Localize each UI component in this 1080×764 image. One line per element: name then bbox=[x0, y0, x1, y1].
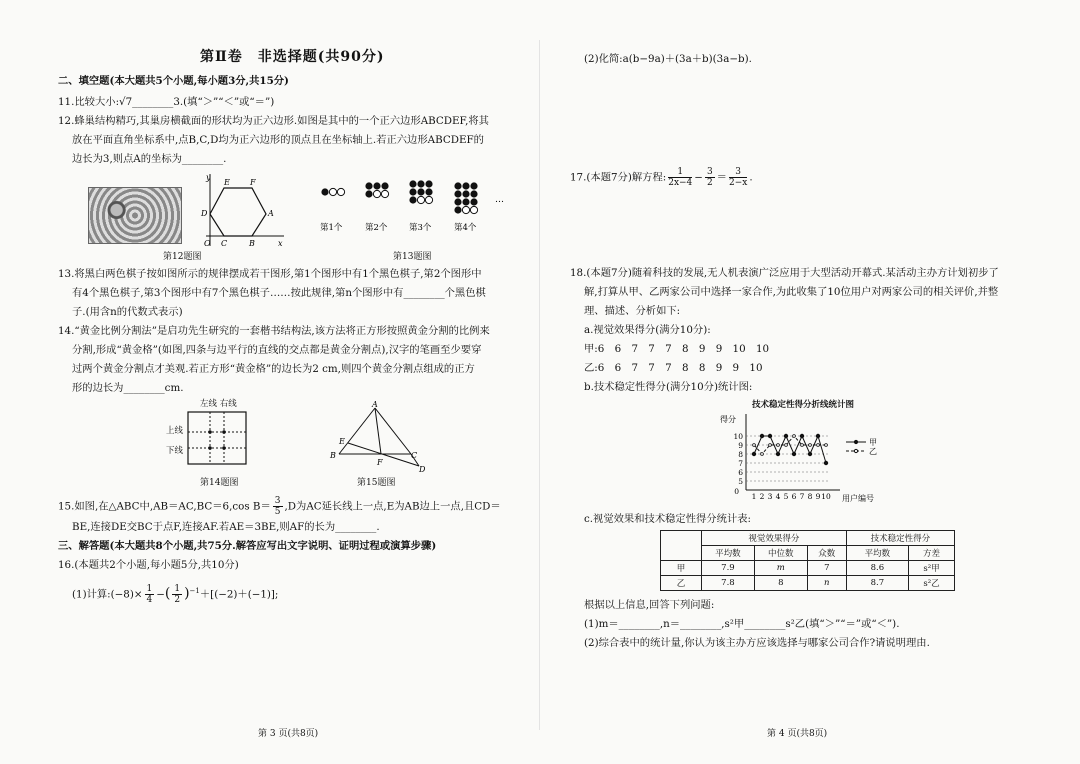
row-label: 乙 bbox=[661, 576, 702, 591]
q16-part1: (1)计算:(−8)× $\frac{1}{4}$ −( $\frac{1}{2}$ )$^{-1}$＋[(−2)＋(−1)]; bbox=[72, 584, 279, 605]
y-axis-label: 得分 bbox=[720, 415, 736, 424]
fig13-ellipsis: … bbox=[495, 195, 504, 205]
label-e: E bbox=[224, 178, 230, 187]
footer-page-3: 第 3 页(共8页) bbox=[258, 729, 319, 739]
page-4 bbox=[540, 0, 1080, 764]
q18-b: b.技术稳定性得分(满分10分)统计图: bbox=[584, 381, 753, 393]
data-point bbox=[785, 444, 788, 447]
pattern-3 bbox=[409, 180, 432, 203]
table-cell: 7.9 bbox=[702, 561, 755, 576]
q17-frac3 bbox=[729, 167, 747, 188]
q18-part2: (2)综合表中的统计量,你认为该主办方应该选择与哪家公司合作?请说明理由. bbox=[584, 637, 930, 649]
label-o: O bbox=[204, 239, 211, 248]
q16-1-frac2-num: 1 bbox=[174, 584, 181, 594]
q14-line4: 形的边长为________cm. bbox=[72, 382, 184, 394]
q12-line2: 放在平面直角坐标系中,点B,C,D均为正六边形的顶点且在坐标轴上.若正六边形ABCDEF的 bbox=[72, 134, 484, 146]
table-cell: 8 bbox=[754, 576, 807, 591]
jia-scores: 甲:6 6 7 7 7 8 9 9 10 10 bbox=[584, 343, 770, 355]
fig14-lower-label: 下线 bbox=[166, 446, 184, 456]
data-point bbox=[817, 444, 820, 447]
data-point bbox=[768, 434, 772, 438]
data-point bbox=[777, 444, 780, 447]
table-header-row bbox=[661, 546, 955, 561]
legend-marker bbox=[854, 440, 857, 443]
q16-1-text-c: ＋[(−2)＋(−1)]; bbox=[199, 588, 279, 601]
q16-1-frac2 bbox=[172, 584, 182, 605]
q17-period: . bbox=[749, 171, 753, 184]
section3-heading: 三、解答题(本大题共8个小题,共75分.解答应写出文字说明、证明过程或演算步骤) bbox=[58, 540, 437, 552]
label-c: C bbox=[221, 239, 228, 248]
data-point bbox=[824, 461, 828, 465]
q18-info: 根据以上信息,回答下列问题: bbox=[584, 599, 715, 611]
x-tick-label: 8 bbox=[807, 492, 813, 501]
x-tick-label: 4 bbox=[775, 492, 781, 501]
q18-line2: 解,打算从甲、乙两家公司中选择一家合作,为此收集了10位用户对两家公司的相关评价,并整 bbox=[584, 286, 999, 298]
table-cell: m bbox=[754, 561, 807, 576]
fig13-caption: 第13题图 bbox=[393, 252, 432, 262]
q16: 16.(本题共2个小题,每小题5分,共10分) bbox=[58, 559, 239, 571]
label-d: D bbox=[201, 209, 208, 218]
label-d: D bbox=[419, 465, 426, 474]
q15-frac bbox=[273, 496, 283, 517]
y-tick-label: 5 bbox=[738, 477, 743, 486]
table-cell: 8.7 bbox=[846, 576, 908, 591]
q16-1-frac1-den: 4 bbox=[146, 595, 153, 605]
q15-line2: BE,连接DE交BC于点F,连接AF.若AE＝3BE,则AF的长为________. bbox=[72, 521, 380, 533]
table-cell: 8.6 bbox=[846, 561, 908, 576]
fig13-item-1: 第1个 bbox=[320, 223, 343, 233]
stability-line-chart bbox=[710, 410, 910, 505]
footer-page-4: 第 4 页(共8页) bbox=[767, 729, 828, 739]
data-point bbox=[809, 444, 812, 447]
data-point bbox=[801, 444, 804, 447]
yi-scores: 乙:6 6 7 7 7 8 8 9 9 10 bbox=[584, 362, 763, 374]
x-tick-label: 9 bbox=[815, 492, 821, 501]
label-b: B bbox=[249, 239, 255, 248]
fig14-upper-label: 上线 bbox=[166, 426, 184, 436]
label-f: F bbox=[377, 458, 383, 467]
q18-line3: 理、描述、分析如下: bbox=[584, 305, 681, 317]
table-group1: 视觉效果得分 bbox=[702, 531, 847, 546]
label-b: B bbox=[330, 451, 336, 460]
label-y: y bbox=[206, 173, 211, 182]
q13-line3: 子.(用含n的代数式表示) bbox=[72, 306, 183, 318]
data-point bbox=[800, 434, 804, 438]
honeycomb-photo bbox=[88, 187, 182, 244]
table-cell: 7.8 bbox=[702, 576, 755, 591]
data-point bbox=[769, 444, 772, 447]
section2-heading: 二、填空题(本大题共5个小题,每小题3分,共15分) bbox=[58, 75, 289, 87]
label-e: E bbox=[339, 437, 345, 446]
q16-1-exponent: −1 bbox=[189, 587, 200, 596]
x-tick-label: 2 bbox=[759, 492, 765, 501]
row-label: 甲 bbox=[661, 561, 702, 576]
q14-line3: 过两个黄金分割点才美观.若正方形“黄金格”的边长为2 cm,则四个黄金分割点组成的正方 bbox=[72, 363, 475, 375]
table-header: 平均数 bbox=[846, 546, 908, 561]
q14-line1: 14.“黄金比例分割法”是启功先生研究的一套楷书结构法,该方法将正方形按照黄金分割的比例来 bbox=[58, 325, 490, 337]
q12-line1: 12.蜂巢结构精巧,其巢房横截面的形状均为正六边形.如图是其中的一个正六边形ABCDEF,将其 bbox=[58, 115, 489, 127]
q16-1-frac1-num: 1 bbox=[146, 584, 153, 594]
q16-1-frac1 bbox=[145, 584, 155, 605]
table-header: 方差 bbox=[909, 546, 955, 561]
data-point bbox=[816, 434, 820, 438]
legend-marker bbox=[854, 449, 857, 452]
fig14-caption: 第14题图 bbox=[200, 478, 239, 488]
q16-1-text-a: (1)计算:(−8)× bbox=[72, 588, 143, 601]
data-point bbox=[753, 444, 756, 447]
legend-label: 甲 bbox=[869, 438, 877, 447]
data-point bbox=[792, 452, 796, 456]
table-corner bbox=[661, 531, 702, 561]
fig15-triangle bbox=[325, 398, 435, 478]
y-tick-label: 0 bbox=[734, 487, 739, 496]
q17-frac2 bbox=[705, 167, 715, 188]
q18-a: a.视觉效果得分(满分10分): bbox=[584, 324, 711, 336]
q16-1-minus: − bbox=[156, 588, 165, 601]
fig15-caption: 第15题图 bbox=[357, 478, 396, 488]
x-tick-label: 7 bbox=[799, 492, 805, 501]
data-point bbox=[825, 444, 828, 447]
fig14-top-labels: 左线 右线 bbox=[200, 399, 237, 409]
data-point bbox=[752, 452, 756, 456]
data-point bbox=[776, 452, 780, 456]
y-tick-label: 7 bbox=[738, 459, 743, 468]
q17-frac3-den: 2−x bbox=[728, 178, 748, 188]
q15-line1 bbox=[58, 496, 501, 517]
y-tick-label: 10 bbox=[733, 432, 743, 441]
table-row bbox=[661, 576, 955, 591]
q15-text-b: ,D为AC延长线上一点,E为AB边上一点,且CD＝ bbox=[284, 500, 501, 513]
q11: 11.比较大小:√7________3.(填“＞”“＜”或“＝”) bbox=[58, 96, 275, 108]
table-header: 众数 bbox=[807, 546, 846, 561]
fig13-item-2: 第2个 bbox=[365, 223, 388, 233]
q17-frac2-den: 2 bbox=[706, 178, 713, 188]
q15-frac-den: 5 bbox=[274, 507, 281, 517]
y-tick-label: 6 bbox=[738, 468, 743, 477]
table-cell: s²乙 bbox=[909, 576, 955, 591]
fig14-golden-grid bbox=[186, 410, 250, 470]
q12-line3: 边长为3,则点A的坐标为________. bbox=[72, 153, 227, 165]
data-point bbox=[760, 434, 764, 438]
x-tick-label: 3 bbox=[767, 492, 773, 501]
data-point bbox=[761, 453, 764, 456]
table-cell: n bbox=[807, 576, 846, 591]
label-a: A bbox=[372, 400, 378, 409]
part-title: 第Ⅱ卷 非选择题(共90分) bbox=[200, 49, 385, 65]
q17-frac1 bbox=[668, 167, 692, 188]
x-axis-label: 用户编号 bbox=[842, 494, 874, 503]
x-tick-label: 6 bbox=[791, 492, 797, 501]
stats-table bbox=[660, 530, 955, 591]
table-header: 平均数 bbox=[702, 546, 755, 561]
q17-frac1-num: 1 bbox=[668, 167, 692, 178]
q17-equals: ＝ bbox=[716, 171, 727, 184]
x-tick-label: 5 bbox=[783, 492, 789, 501]
q16-1-frac2-den: 2 bbox=[174, 595, 181, 605]
q17 bbox=[570, 167, 753, 188]
q18-line1: 18.(本题7分)随着科技的发展,无人机表演广泛应用于大型活动开幕式.某活动主办方计划初步了 bbox=[570, 267, 999, 279]
q15-frac-num: 3 bbox=[274, 496, 281, 506]
x-tick-label: 10 bbox=[821, 492, 831, 501]
table-group2: 技术稳定性得分 bbox=[846, 531, 954, 546]
x-tick-label: 1 bbox=[751, 492, 757, 501]
q17-frac1-den: 2x−4 bbox=[668, 178, 693, 188]
pattern-1 bbox=[321, 188, 344, 195]
data-point bbox=[808, 452, 812, 456]
label-c: C bbox=[411, 451, 418, 460]
pattern-4 bbox=[454, 182, 477, 213]
q15-text-a: 15.如图,在△ABC中,AB＝AC,BC＝6,cos B＝ bbox=[58, 500, 271, 513]
q17-minus: − bbox=[694, 171, 703, 184]
table-group-row bbox=[661, 531, 955, 546]
label-a: A bbox=[268, 209, 274, 218]
q13-line2: 有4个黑色棋子,第3个图形中有7个黑色棋子……按此规律,第n个图形中有________个黑色棋 bbox=[72, 287, 486, 299]
table-header: 中位数 bbox=[754, 546, 807, 561]
table-row bbox=[661, 561, 955, 576]
q14-line2: 分割,形成“黄金格”(如图,四条与边平行的直线的交点都是黄金分割点),汉字的笔画至少要穿 bbox=[72, 344, 482, 356]
y-tick-label: 8 bbox=[738, 450, 743, 459]
data-point bbox=[784, 434, 788, 438]
q17-frac3-num: 3 bbox=[729, 167, 747, 178]
q13-line1: 13.将黑白两色棋子按如图所示的规律摆成若干图形,第1个图形中有1个黑色棋子,第2个图形中 bbox=[58, 268, 482, 280]
q18-c: c.视觉效果和技术稳定性得分统计表: bbox=[584, 513, 751, 525]
label-f: F bbox=[250, 178, 256, 187]
fig13-item-4: 第4个 bbox=[454, 223, 477, 233]
table-cell: s²甲 bbox=[909, 561, 955, 576]
legend-label: 乙 bbox=[869, 447, 877, 456]
fig13-chess-pattern bbox=[315, 180, 515, 240]
label-x: x bbox=[278, 239, 283, 248]
pattern-2 bbox=[365, 182, 388, 197]
q18-part1: (1)m＝________,n＝________,s²甲________s²乙(填“＞”“＝”或“＜”). bbox=[584, 618, 900, 630]
table-cell: 7 bbox=[807, 561, 846, 576]
fig13-item-3: 第3个 bbox=[409, 223, 432, 233]
q17-text: 17.(本题7分)解方程: bbox=[570, 171, 667, 184]
fig12-caption: 第12题图 bbox=[163, 252, 202, 262]
q17-frac2-num: 3 bbox=[706, 167, 713, 177]
q16-part2: (2)化简:a(b−9a)＋(3a＋b)(3a−b). bbox=[584, 53, 752, 65]
chart-title: 技术稳定性得分折线统计图 bbox=[752, 400, 855, 410]
y-tick-label: 9 bbox=[738, 441, 743, 450]
fig12-hexagon bbox=[196, 170, 286, 250]
data-point bbox=[793, 435, 796, 438]
